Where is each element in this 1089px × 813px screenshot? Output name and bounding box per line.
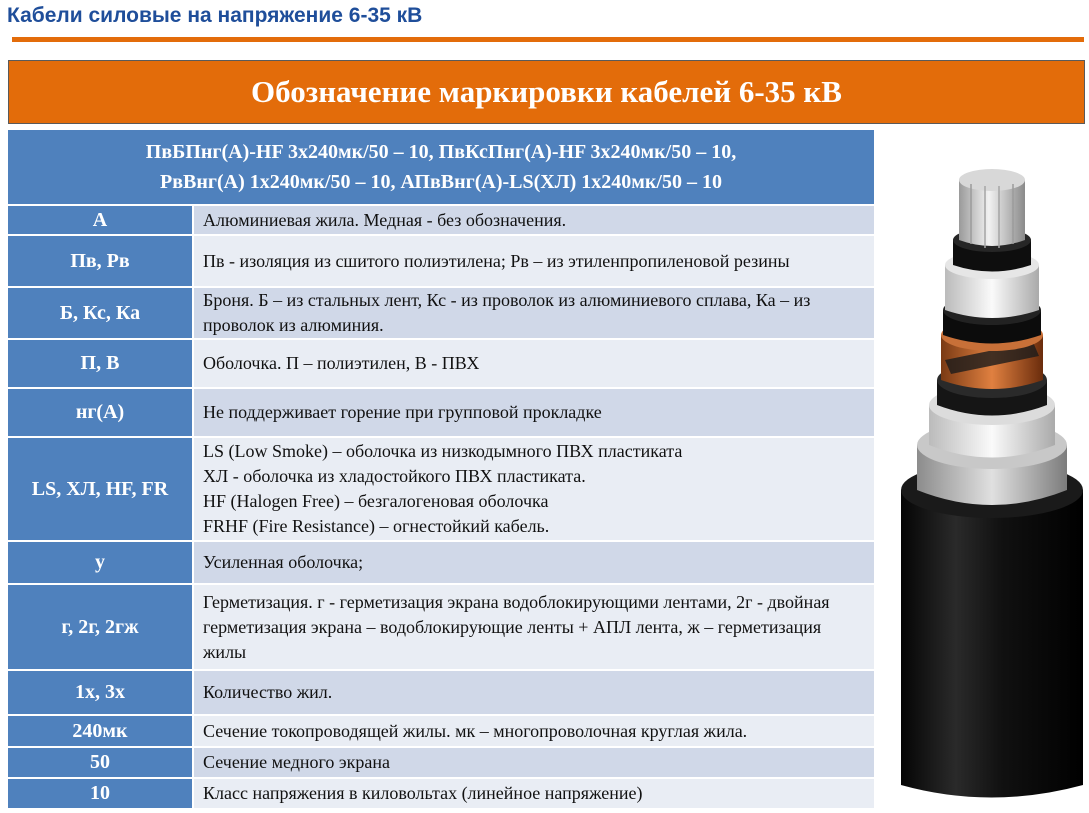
table-row [8,779,874,810]
row-description [194,748,874,777]
row-description-line: ХЛ - оболочка из хладостойкого ПВХ пластиката. [203,466,586,486]
page-title: Кабели силовые на напряжение 6-35 кВ [7,4,423,27]
table-row [8,585,874,671]
row-code: П, В [8,340,194,387]
row-description-line: Не поддерживает горение при групповой прокладке [203,402,602,422]
banner-title: Обозначение маркировки кабелей 6-35 кВ [251,74,842,109]
cable-cross-section-image [893,160,1089,800]
row-description [194,288,874,338]
row-description-line: FRHF (Fire Resistance) – огнестойкий кабель. [203,516,550,536]
row-description [194,542,874,583]
row-code: LS, ХЛ, HF, FR [8,438,194,540]
table-row [8,748,874,779]
row-description-line: Герметизация. г - герметизация экрана водоблокирующими лентами, 2г - двойная герметизация экрана – водоблокирующие ленты + АПЛ лента, ж – герметизация жилы [203,591,830,662]
row-code: Пв, Рв [8,236,194,286]
row-description-line: Алюминиевая жила. Медная - без обозначения. [203,209,567,230]
row-code: Б, Кс, Ка [8,288,194,338]
row-code: 1х, 3х [8,671,194,714]
row-description-line: Сечение медного экрана [203,752,391,772]
row-code: 10 [8,779,194,808]
title-underline [12,37,1084,42]
table-row [8,236,874,288]
row-code: 240мк [8,716,194,746]
table-header-line: РвВнг(А) 1х240мк/50 – 10, АПвВнг(А)-LS(ХЛ) 1х240мк/50 – 10 [160,171,722,193]
row-description [194,340,874,387]
row-description-line: Пв - изоляция из сшитого полиэтилена; Рв – из этиленпропиленовой резины [203,250,790,271]
table-row [8,389,874,438]
table-row [8,340,874,389]
row-description [194,438,874,540]
row-description-line: HF (Halogen Free) – безгалогеновая оболочка [203,491,549,511]
table-row [8,438,874,542]
row-code: 50 [8,748,194,777]
section-banner [8,60,1085,124]
row-description [194,671,874,714]
row-description-line: Оболочка. П – полиэтилен, В - ПВХ [203,353,480,373]
row-code: А [8,206,194,234]
row-description-line: Сечение токопроводящей жилы. мк – многопроволочная круглая жила. [203,720,748,741]
row-description [194,716,874,746]
table-row [8,288,874,340]
row-code: г, 2г, 2гж [8,585,194,669]
table-row [8,206,874,236]
row-description [194,779,874,808]
row-code: нг(А) [8,389,194,436]
row-description-line: Усиленная оболочка; [203,552,364,572]
row-description [194,236,874,286]
table-header-line: ПвБПнг(А)-HF 3х240мк/50 – 10, ПвКсПнг(А)-HF 3х240мк/50 – 10, [145,141,737,163]
row-description-line: Броня. Б – из стальных лент, Кс - из проволок из алюминиевого сплава, Ка – из проволок из алюминия. [203,290,811,335]
table-row [8,716,874,748]
table-header [8,130,874,206]
row-description [194,585,874,669]
marking-table [8,130,874,810]
table-row [8,671,874,716]
row-description [194,389,874,436]
row-description-line: Количество жил. [203,682,333,702]
row-description [194,206,874,234]
row-code: у [8,542,194,583]
row-description-line: LS (Low Smoke) – оболочка из низкодымного ПВХ пластиката [203,441,683,461]
row-description-line: Класс напряжения в киловольтах (линейное напряжение) [203,783,643,803]
table-row [8,542,874,585]
